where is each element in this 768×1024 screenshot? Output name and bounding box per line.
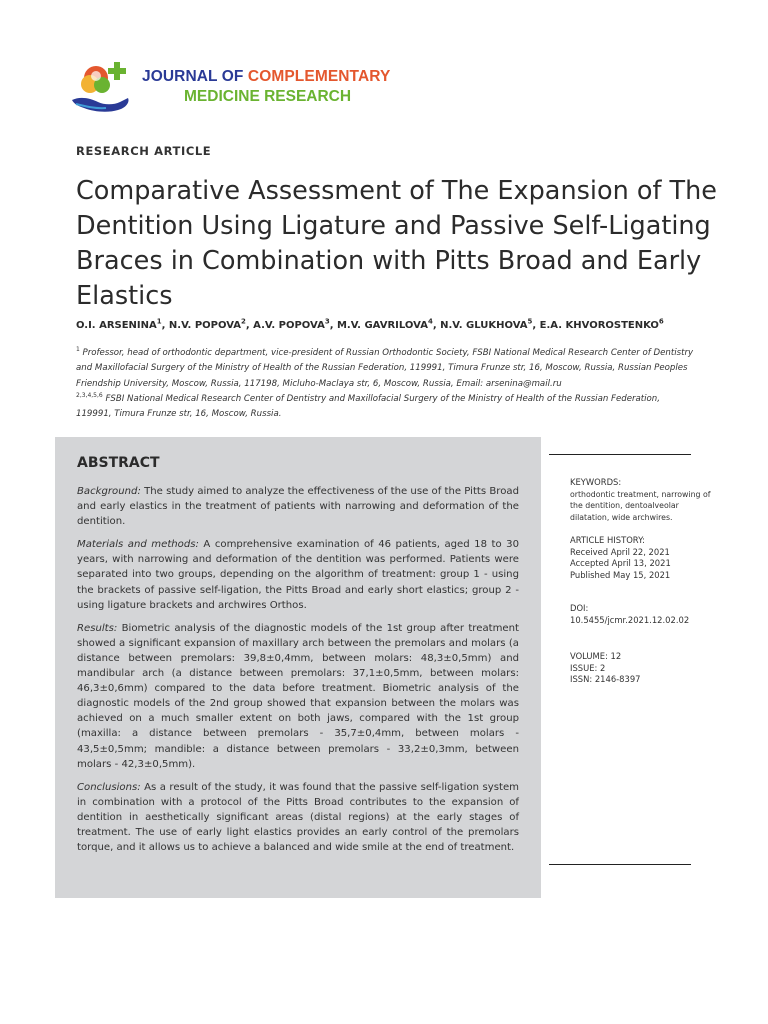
issn: ISSN: 2146-8397 [570, 674, 641, 684]
abstract-results: Results: Biometric analysis of the diagnostic models of the 1st group after treatment showed a significant expansion of maxillary arch between the premolars and molars (a distance between premolars: 39,8±0,4mm, between molars: 48,3±0,5mm) and mandibular arch (a distance between premolars: 37,1±0,5mm, between molars: 46,3±0,6mm) compared to the data before treatment. Biometric analysis of the diagnostic models of the 2nd group showed that expansion between the molars was achieved on a much smaller extent on both jaws, compared with the 1st group (maxilla: a distance between premolars - 35,7±0,4mm, between molars - 43,5±0,5mm; mandible: a distance between premolars - 33,2±0,3mm, between molars - 42,3±0,5mm). [77, 622, 519, 770]
journal-name-line2: MEDICINE RESEARCH [184, 88, 352, 105]
sidebar-top-rule [549, 454, 691, 455]
author: E.A. KHVOROSTENKO$^6$ [539, 318, 664, 332]
volume-block [570, 651, 641, 686]
abstract-heading: ABSTRACT [77, 455, 160, 471]
article-history-block: ARTICLE HISTORY: Received April 22, 2021 Accepted April 13, 2021 Published May 15, 2021 [570, 535, 671, 580]
doi-value[interactable]: 10.5455/jcmr.2021.12.02.02 [570, 614, 690, 625]
abstract-body [77, 484, 519, 863]
abstract-box [55, 437, 541, 898]
article-type: RESEARCH ARTICLE [76, 144, 212, 158]
hand-with-cross-logo-icon [70, 58, 136, 116]
abstract-conclusions: Conclusions: As a result of the study, it was found that the passive self-ligation system in combination with a protocol of the Pitts Broad contributes to the expansion of dentition in aesthetically significant areas (distal regions) at the early stages of treatment. The use of early light elastics provides an early control of the premolars torque, and it allows us to achieve a balanced and wide smile at the end of treatment. [77, 781, 519, 854]
author: A.V. POPOVA$^3$, [253, 318, 337, 332]
received-date: Received April 22, 2021 [570, 546, 670, 557]
doi-block: DOI: 10.5455/jcmr.2021.12.02.02 [570, 603, 690, 625]
journal-name-line1: JOURNAL OF COMPLEMENTARY [142, 68, 391, 85]
keywords-text: orthodontic treatment, narrowing of the dentition, dentoalveolar dilatation, wide archwires. [570, 489, 711, 522]
author: O.I. ARSENINA$^1$, [76, 318, 169, 332]
abstract-background: Background: The study aimed to analyze the effectiveness of the use of the Pitts Broad and early elastics in the treatment of patients with narrowing and deformation of the dentition. [77, 486, 519, 528]
author-list [76, 318, 716, 331]
sidebar-bottom-rule [549, 864, 691, 865]
volume: VOLUME: 12 [570, 651, 622, 661]
author: N.V. GLUKHOVA$^5$, [440, 318, 540, 332]
keywords-block: KEYWORDS: orthodontic treatment, narrowing of the dentition, dentoalveolar dilatation, wide archwires. [570, 477, 715, 523]
article-title: Comparative Assessment of The Expansion of The Dentition Using Ligature and Passive Self-Ligating Braces in Combination with Pitts Broad and Early Elastics [76, 176, 717, 311]
published-date: Published May 15, 2021 [570, 569, 671, 580]
author: M.V. GAVRILOVA$^4$, [336, 318, 441, 332]
accepted-date: Accepted April 13, 2021 [570, 558, 671, 568]
affiliation-1: $^1$ Professor, head of orthodontic department, vice-president of Russian Orthodontic Society, FSBI National Medical Research Center of Dentistry and Maxillofacial Surgery of the Ministry of Health of the Russian Federation, 119991, Timura Frunze str, 16, Moscow, Russia, Russian Peoples Friendship University, Moscow, Russia, 117198, Micluho-Maclaya str, 6, Moscow, Russia, Email: arsenina@mail.ru [76, 346, 694, 389]
author: N.V. POPOVA$^2$, [168, 318, 254, 332]
affiliation-2: $^{2,3,4,5,6}$ FSBI National Medical Research Center of Dentistry and Maxillofacial Surgery of the Ministry of Health of the Russian Federation, 119991, Timura Frunze str, 16, Moscow, Russia. [76, 392, 660, 420]
journal-logo [70, 58, 391, 116]
issue: ISSUE: 2 [570, 662, 606, 673]
abstract-methods: Materials and methods: A comprehensive examination of 46 patients, aged 18 to 30 years, with narrowing and deformation of the dentition was performed. Patients were separated into two groups, depending on the algorithm of treatment: group 1 - using the brackets of passive self-ligation, the Pitts Broad and early short elastics; group 2 - using ligature brackets and archwires Orthos. [77, 539, 519, 611]
